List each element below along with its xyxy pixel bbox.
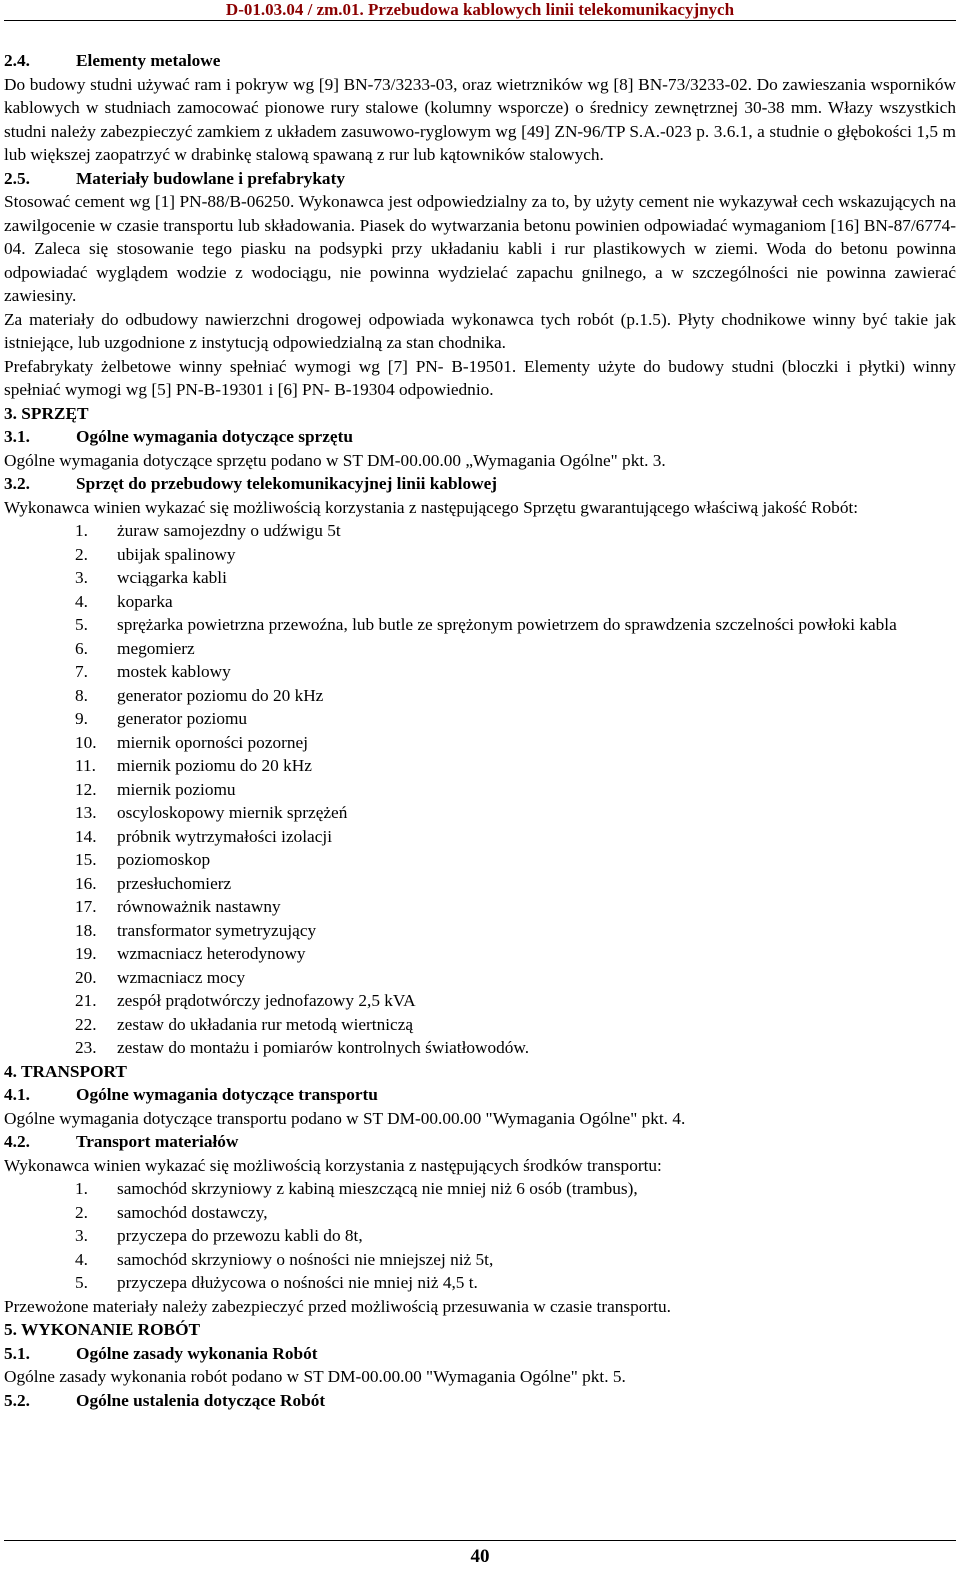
equipment-item — [4, 519, 956, 543]
section-2-4-body: Do budowy studni używać ram i pokryw wg [9] BN-73/3233-03, oraz wietrzników wg [8] BN-73/3233-02. Do zawieszania wsporników kablowych w studniach zamocować pionowe rury stalowe (kolumny wsporcze) o średnicy zewnętrznej 30-38 mm. Włazy wszystkich studni należy zabezpieczyć zamkiem z układem zasuwowo-ryglowym wg [49] ZN-96/TP S.A.-023 p. 3.6.1, a studnie o głębokości 1,5 m lub większej zaopatrzyć w drabinkę stalową spawaną z rur lub kątowników stalowych. — [4, 74, 956, 164]
footer-rule — [4, 1540, 956, 1541]
list-item-number: 1. — [75, 1179, 88, 1198]
equipment-item — [4, 989, 956, 1013]
list-item-number: 11. — [75, 756, 96, 775]
list-item-number: 5. — [75, 615, 88, 634]
list-item-number: 10. — [75, 732, 97, 752]
equipment-item — [4, 566, 956, 590]
section-heading-2-5: 2.5. Materiały budowlane i prefabrykaty — [4, 168, 345, 188]
transport-item — [4, 1201, 956, 1225]
section-heading-5-2: 5.2. Ogólne ustalenia dotyczące Robót — [4, 1390, 326, 1410]
list-item-number: 20. — [75, 967, 97, 987]
list-item-text: zestaw do montażu i pomiarów kontrolnych światłowodów. — [117, 1038, 530, 1057]
equipment-item — [4, 801, 956, 825]
list-item-text: sprężarka powietrzna przewoźna, lub butle ze sprężonym powietrzem do sprawdzenia szczelności powłoki kabla — [117, 615, 897, 634]
equipment-item — [4, 543, 956, 567]
equipment-item — [4, 731, 956, 755]
list-item-text: transformator symetryzujący — [117, 920, 317, 940]
equipment-list — [4, 519, 956, 1060]
section-4-2-outro: Przewożone materiały należy zabezpieczyć przed możliwością przesuwania w czasie transportu. — [4, 1296, 671, 1316]
section-heading-5-1: 5.1. Ogólne zasady wykonania Robót — [4, 1343, 318, 1363]
equipment-item — [4, 754, 956, 778]
equipment-item — [4, 590, 956, 614]
list-item-text: miernik poziomu do 20 kHz — [117, 756, 312, 775]
section-heading-3-2: 3.2. Sprzęt do przebudowy telekomunikacyjnej linii kablowej — [4, 474, 498, 493]
list-item-text: mostek kablowy — [117, 662, 231, 681]
list-item-text: przyczepa do przewozu kabli do 8t, — [117, 1226, 363, 1245]
list-item-number: 1. — [75, 521, 88, 540]
list-item-number: 18. — [75, 920, 97, 940]
transport-list — [4, 1177, 956, 1295]
equipment-item — [4, 919, 956, 943]
list-item-number: 17. — [75, 897, 97, 916]
list-item-number: 2. — [75, 1202, 88, 1222]
list-item-text: miernik poziomu — [117, 779, 236, 799]
equipment-item — [4, 872, 956, 896]
list-item-number: 22. — [75, 1014, 97, 1034]
list-item-number: 12. — [75, 779, 97, 799]
list-item-number: 23. — [75, 1038, 97, 1057]
section-2-5-paragraph-2: Za materiały do odbudowy nawierzchni drogowej odpowiada wykonawca tych robót (p.1.5). Płyty chodnikowe winny być takie jak istniejące, lub uzgodnione z instytucją odpowiedzialną za stan chodnika. — [4, 309, 956, 352]
list-item-number: 6. — [75, 638, 88, 658]
equipment-item — [4, 660, 956, 684]
equipment-item — [4, 966, 956, 990]
list-item-text: megomierz — [117, 638, 195, 658]
equipment-item — [4, 895, 956, 919]
page-header — [0, 0, 960, 20]
list-item-text: generator poziomu — [117, 709, 248, 728]
list-item-number: 15. — [75, 850, 97, 869]
equipment-item — [4, 778, 956, 802]
list-item-number: 4. — [75, 1249, 88, 1269]
list-item-number: 9. — [75, 709, 88, 728]
list-item-text: wciągarka kabli — [117, 568, 227, 587]
list-item-number: 19. — [75, 944, 97, 963]
section-4-2-intro: Wykonawca winien wykazać się możliwością korzystania z następujących środków transportu: — [4, 1155, 662, 1175]
list-item-text: zespół prądotwórczy jednofazowy 2,5 kVA — [117, 991, 416, 1010]
transport-item — [4, 1177, 956, 1201]
page-number: 40 — [470, 1546, 490, 1567]
list-item-number: 4. — [75, 591, 88, 611]
section-heading-2-4: 2.4. Elementy metalowe — [4, 51, 221, 70]
list-item-text: wzmacniacz mocy — [117, 967, 246, 987]
chapter-heading-4: 4. TRANSPORT — [4, 1061, 127, 1081]
transport-item — [4, 1224, 956, 1248]
list-item-text: samochód skrzyniowy z kabiną mieszczącą nie mniej niż 6 osób (trambus), — [117, 1179, 638, 1198]
list-item-number: 13. — [75, 803, 97, 822]
list-item-number: 14. — [75, 826, 97, 846]
list-item-text: przesłuchomierz — [117, 873, 232, 893]
header-rule — [4, 20, 956, 21]
list-item-text: żuraw samojezdny o udźwigu 5t — [117, 521, 341, 540]
chapter-heading-3: 3. SPRZĘT — [4, 403, 89, 423]
section-heading-4-1: 4.1. Ogólne wymagania dotyczące transportu — [4, 1085, 378, 1104]
section-heading-3-1: 3.1. Ogólne wymagania dotyczące sprzętu — [4, 427, 353, 446]
list-item-number: 5. — [75, 1273, 88, 1292]
document-body — [4, 49, 956, 1412]
list-item-text: poziomoskop — [117, 850, 211, 869]
list-item-number: 8. — [75, 685, 88, 705]
list-item-text: ubijak spalinowy — [117, 544, 236, 564]
list-item-number: 2. — [75, 544, 88, 564]
list-item-number: 16. — [75, 873, 97, 893]
equipment-item — [4, 848, 956, 872]
equipment-item — [4, 707, 956, 731]
transport-item — [4, 1271, 956, 1295]
list-item-text: oscyloskopowy miernik sprzężeń — [117, 803, 348, 822]
header-code: D-01.03.04 / zm.01. — [225, 0, 364, 19]
list-item-text: samochód skrzyniowy o nośności nie mniejszej niż 5t, — [117, 1249, 494, 1269]
list-item-text: generator poziomu do 20 kHz — [117, 685, 324, 705]
section-3-2-intro: Wykonawca winien wykazać się możliwością korzystania z następującego Sprzętu gwarantującego właściwą jakość Robót: — [4, 497, 859, 517]
list-item-number: 7. — [75, 662, 88, 681]
equipment-item — [4, 825, 956, 849]
list-item-text: koparka — [117, 591, 173, 611]
section-3-1-body: Ogólne wymagania dotyczące sprzętu podano w ST DM-00.00.00 „Wymagania Ogólne" pkt. 3. — [4, 450, 666, 470]
list-item-text: wzmacniacz heterodynowy — [117, 944, 306, 963]
list-item-text: samochód dostawczy, — [117, 1202, 268, 1222]
section-4-1-body: Ogólne wymagania dotyczące transportu podano w ST DM-00.00.00 "Wymagania Ogólne" pkt. 4. — [4, 1108, 686, 1128]
list-item-number: 3. — [75, 1226, 88, 1245]
section-2-5-paragraph-1: Stosować cement wg [1] PN-88/B-06250. Wykonawca jest odpowiedzialny za to, by użyty cement nie wykazywał cech wskazujących na zawilgocenie w czasie transportu lub składowania. Piasek do wytwarzania betonu powinien odpowiadać wymaganiom [16] BN-87/6774-04. Zaleca się stosowanie tego piasku na podsypki przy układaniu kabli i rur plastikowych w ziemi. Woda do betonu powinna odpowiadać wyglądem wodzie z wodociągu, nie powinna wydzielać zapachu gnilnego, a w szczególności nie powinna zawierać zawiesiny. — [4, 192, 956, 305]
equipment-item — [4, 942, 956, 966]
transport-item — [4, 1248, 956, 1272]
section-heading-4-2: 4.2. Transport materiałów — [4, 1132, 239, 1151]
equipment-item — [4, 684, 956, 708]
list-item-text: zestaw do układania rur metodą wiertniczą — [117, 1014, 414, 1034]
equipment-item — [4, 613, 956, 637]
header-title: Przebudowa kablowych linii telekomunikacyjnych — [368, 0, 735, 19]
list-item-text: przyczepa dłużycowa o nośności nie mniej niż 4,5 t. — [117, 1273, 478, 1292]
list-item-number: 21. — [75, 991, 97, 1010]
equipment-item — [4, 637, 956, 661]
equipment-item — [4, 1036, 956, 1060]
list-item-text: próbnik wytrzymałości izolacji — [117, 826, 332, 846]
equipment-item — [4, 1013, 956, 1037]
list-item-number: 3. — [75, 568, 88, 587]
list-item-text: miernik oporności pozornej — [117, 732, 309, 752]
chapter-heading-5: 5. WYKONANIE ROBÓT — [4, 1320, 201, 1339]
section-5-1-body: Ogólne zasady wykonania robót podano w ST DM-00.00.00 "Wymagania Ogólne" pkt. 5. — [4, 1367, 626, 1386]
section-2-5-paragraph-3: Prefabrykaty żelbetowe winny spełniać wymogi wg [7] PN- B-19501. Elementy użyte do budowy studni (bloczki i płytki) winny spełniać wymogi wg [5] PN-B-19301 i [6] PN- B-19304 odpowiednio. — [4, 356, 956, 399]
list-item-text: równoważnik nastawny — [117, 897, 281, 916]
